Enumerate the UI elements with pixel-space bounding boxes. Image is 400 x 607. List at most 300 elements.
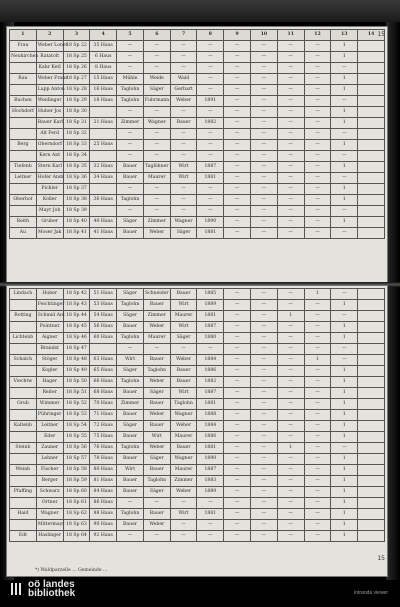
table-cell: 1 xyxy=(331,140,358,151)
table-cell xyxy=(10,129,37,140)
table-cell xyxy=(10,118,37,129)
table-cell: — xyxy=(277,173,304,184)
table-cell: Bauer xyxy=(170,377,197,388)
table-cell: — xyxy=(224,333,251,344)
table-cell: 18 Sp 59 xyxy=(63,476,90,487)
table-cell: — xyxy=(117,531,144,542)
table-row xyxy=(10,184,385,195)
table-cell: 18 Sp 51 xyxy=(63,388,90,399)
table-cell: — xyxy=(277,344,304,355)
table-cell: Fuhrmann xyxy=(143,96,170,107)
table-cell: — xyxy=(251,476,278,487)
viewer-credit[interactable]: intranda viewer xyxy=(354,590,388,596)
ledger-header-cell: 3 xyxy=(63,30,90,41)
table-cell: — xyxy=(251,509,278,520)
table-cell: Bauer xyxy=(117,432,144,443)
table-row xyxy=(10,151,385,162)
table-cell: Weber xyxy=(143,228,170,239)
table-cell: — xyxy=(304,140,331,151)
table-cell: — xyxy=(251,289,278,300)
table-cell xyxy=(358,410,385,421)
table-cell: Bauer xyxy=(117,454,144,465)
table-cell: 18 Sp 37 xyxy=(63,184,90,195)
table-cell: Wirt xyxy=(143,432,170,443)
library-brand[interactable] xyxy=(10,580,75,598)
table-cell: 1887 xyxy=(197,322,224,333)
table-cell xyxy=(10,300,37,311)
table-cell: — xyxy=(170,151,197,162)
table-cell: Lehner xyxy=(36,454,63,465)
table-cell: — xyxy=(224,322,251,333)
table-cell: 1881 xyxy=(197,443,224,454)
table-cell: — xyxy=(251,151,278,162)
table-cell: — xyxy=(251,487,278,498)
table-cell xyxy=(358,85,385,96)
table-cell: 65 Haus xyxy=(90,366,117,377)
table-cell: — xyxy=(197,151,224,162)
table-cell: — xyxy=(251,399,278,410)
table-cell: Wirt xyxy=(170,300,197,311)
table-cell: — xyxy=(224,509,251,520)
ledger-page-bottom xyxy=(6,285,388,577)
table-cell xyxy=(358,140,385,151)
table-cell: — xyxy=(143,129,170,140)
library-name xyxy=(28,580,75,598)
table-cell: Weber xyxy=(143,322,170,333)
table-cell: — xyxy=(304,432,331,443)
table-cell xyxy=(358,476,385,487)
table-cell: 1886 xyxy=(197,366,224,377)
table-cell: Gruber xyxy=(36,217,63,228)
table-cell: — xyxy=(277,184,304,195)
ledger-header-cell: 5 xyxy=(117,30,144,41)
table-cell: Zimmer xyxy=(117,399,144,410)
table-cell: — xyxy=(224,129,251,140)
table-cell: 1 xyxy=(331,476,358,487)
table-cell: Taglohn xyxy=(117,333,144,344)
table-cell: 1886 xyxy=(197,432,224,443)
table-row xyxy=(10,118,385,129)
table-cell: — xyxy=(251,162,278,173)
table-cell: 1 xyxy=(331,107,358,118)
table-cell: — xyxy=(224,151,251,162)
table-cell: Frau xyxy=(10,41,37,52)
table-cell: — xyxy=(251,333,278,344)
table-cell: 56 Haus xyxy=(90,322,117,333)
table-cell xyxy=(10,388,37,399)
table-cell: — xyxy=(277,454,304,465)
table-cell: — xyxy=(304,399,331,410)
table-cell: — xyxy=(304,85,331,96)
table-cell: — xyxy=(304,465,331,476)
table-cell: — xyxy=(304,151,331,162)
table-cell: 1882 xyxy=(197,118,224,129)
table-cell: — xyxy=(277,107,304,118)
table-cell: — xyxy=(277,300,304,311)
table-cell: 1881 xyxy=(197,399,224,410)
table-cell: — xyxy=(277,432,304,443)
table-cell: — xyxy=(277,129,304,140)
table-cell: 54 Haus xyxy=(90,311,117,322)
table-cell: 51 Haus xyxy=(90,289,117,300)
table-cell: Wagner xyxy=(36,509,63,520)
table-row xyxy=(10,140,385,151)
table-cell: — xyxy=(304,184,331,195)
ledger-header-cell: 13 xyxy=(331,30,358,41)
table-cell: — xyxy=(304,333,331,344)
table-cell: 84 Haus xyxy=(90,487,117,498)
table-cell: — xyxy=(251,311,278,322)
table-cell: Alt Ferd xyxy=(36,129,63,140)
table-cell: — xyxy=(277,118,304,129)
table-row xyxy=(10,520,385,531)
ledger-header-cell: 6 xyxy=(143,30,170,41)
table-cell: Kern Ant xyxy=(36,151,63,162)
table-cell: — xyxy=(251,498,278,509)
table-cell: Weber Franz xyxy=(36,74,63,85)
table-cell xyxy=(358,228,385,239)
table-row xyxy=(10,410,385,421)
table-cell: — xyxy=(277,52,304,63)
table-cell: Neukirchen xyxy=(10,52,37,63)
table-cell: 18 Sp 47 xyxy=(63,344,90,355)
table-cell xyxy=(358,300,385,311)
table-cell: — xyxy=(304,322,331,333)
table-cell: Berger xyxy=(36,476,63,487)
table-cell xyxy=(10,322,37,333)
table-cell: Pfaffing xyxy=(10,487,37,498)
table-cell xyxy=(358,498,385,509)
book-edge-top xyxy=(0,0,400,22)
table-cell: — xyxy=(277,487,304,498)
ledger-table-bottom xyxy=(9,288,385,542)
table-cell xyxy=(10,206,37,217)
table-cell: 18 Sp 46 xyxy=(63,333,90,344)
table-cell: — xyxy=(224,443,251,454)
table-cell: — xyxy=(304,63,331,74)
table-cell xyxy=(358,151,385,162)
table-cell: 92 Haus xyxy=(90,531,117,542)
table-cell: — xyxy=(197,195,224,206)
table-cell: Taglohn xyxy=(117,509,144,520)
table-cell: — xyxy=(304,410,331,421)
table-cell: Pichler xyxy=(36,184,63,195)
table-row xyxy=(10,96,385,107)
table-cell: — xyxy=(251,52,278,63)
table-cell: — xyxy=(224,140,251,151)
table-cell: — xyxy=(224,184,251,195)
table-cell: Taglohn xyxy=(117,195,144,206)
table-cell: 90 Haus xyxy=(90,520,117,531)
table-row xyxy=(10,454,385,465)
table-cell: — xyxy=(143,52,170,63)
table-cell: — xyxy=(277,399,304,410)
table-cell: — xyxy=(277,531,304,542)
table-cell: 1 xyxy=(304,355,331,366)
table-cell: — xyxy=(251,465,278,476)
table-cell: — xyxy=(224,107,251,118)
table-cell: Oberndorf xyxy=(36,140,63,151)
table-cell: 1889 xyxy=(197,487,224,498)
table-cell xyxy=(10,151,37,162)
table-row xyxy=(10,195,385,206)
table-cell: — xyxy=(117,52,144,63)
table-cell: — xyxy=(143,107,170,118)
table-cell: — xyxy=(117,140,144,151)
table-cell: — xyxy=(331,173,358,184)
table-cell: 1 xyxy=(331,217,358,228)
table-cell: Zimmer xyxy=(143,311,170,322)
table-cell: Reith xyxy=(10,217,37,228)
table-cell: 1 xyxy=(331,322,358,333)
ledger-page-top xyxy=(6,26,388,286)
table-cell: Weide xyxy=(143,74,170,85)
table-cell: — xyxy=(117,151,144,162)
table-cell: Schmid Ant xyxy=(36,311,63,322)
table-cell: 18 Sp 44 xyxy=(63,311,90,322)
footnote: *) Waldparzelle ... Gemeinde ... xyxy=(35,568,108,573)
table-cell: Taglohn xyxy=(143,366,170,377)
table-cell: Bauer xyxy=(143,300,170,311)
table-cell xyxy=(358,366,385,377)
table-cell xyxy=(358,399,385,410)
table-cell: 60 Haus xyxy=(90,333,117,344)
table-cell: Lapp Anton xyxy=(36,85,63,96)
table-cell: — xyxy=(277,74,304,85)
table-cell: — xyxy=(251,63,278,74)
table-cell: — xyxy=(277,520,304,531)
table-cell: 68 Haus xyxy=(90,388,117,399)
table-cell: — xyxy=(224,465,251,476)
table-row xyxy=(10,41,385,52)
table-cell: 1 xyxy=(331,41,358,52)
table-cell xyxy=(358,322,385,333)
table-cell: 1 xyxy=(331,509,358,520)
table-cell: — xyxy=(170,498,197,509)
table-cell: — xyxy=(143,498,170,509)
table-cell: Taglohn xyxy=(117,85,144,96)
table-row xyxy=(10,366,385,377)
table-cell: Mühle xyxy=(117,74,144,85)
table-cell: 1 xyxy=(331,520,358,531)
table-cell: — xyxy=(277,63,304,74)
table-cell: — xyxy=(277,41,304,52)
table-cell: — xyxy=(224,432,251,443)
table-cell: Wimmer xyxy=(36,399,63,410)
table-cell: Leitner xyxy=(10,173,37,184)
table-cell: — xyxy=(224,487,251,498)
table-cell: Säger xyxy=(117,289,144,300)
table-cell xyxy=(358,96,385,107)
table-cell: — xyxy=(143,195,170,206)
table-cell: — xyxy=(277,366,304,377)
table-cell: 1884 xyxy=(197,355,224,366)
table-cell: — xyxy=(251,432,278,443)
table-row xyxy=(10,344,385,355)
table-cell: — xyxy=(304,377,331,388)
table-cell: — xyxy=(251,184,278,195)
table-cell: — xyxy=(304,454,331,465)
table-cell: — xyxy=(251,173,278,184)
table-cell: 1887 xyxy=(197,388,224,399)
table-cell: — xyxy=(304,41,331,52)
table-cell: 18 Sp 42 xyxy=(63,289,90,300)
table-cell: — xyxy=(224,498,251,509)
table-cell: 1 xyxy=(331,118,358,129)
table-cell: 18 Sp 31 xyxy=(63,118,90,129)
table-cell: 34 Haus xyxy=(90,173,117,184)
table-cell: — xyxy=(304,531,331,542)
table-cell: 1 xyxy=(331,300,358,311)
table-cell: — xyxy=(304,129,331,140)
table-row xyxy=(10,162,385,173)
table-cell: Maurer xyxy=(170,311,197,322)
table-cell: 18 Sp 22 xyxy=(63,41,90,52)
table-row xyxy=(10,465,385,476)
table-cell: — xyxy=(197,63,224,74)
table-cell: — xyxy=(197,498,224,509)
table-row xyxy=(10,228,385,239)
table-cell: — xyxy=(251,217,278,228)
table-cell: — xyxy=(304,74,331,85)
table-cell: Stöger xyxy=(36,355,63,366)
ledger-header-row xyxy=(10,30,385,41)
table-cell xyxy=(358,217,385,228)
table-cell: Moser Jak xyxy=(36,228,63,239)
table-cell: — xyxy=(197,531,224,542)
page-number-top: 15 xyxy=(377,31,385,38)
table-cell: 36 Haus xyxy=(90,195,117,206)
table-cell: 18 Sp 53 xyxy=(63,410,90,421)
table-cell: Schalch xyxy=(10,355,37,366)
table-cell: — xyxy=(251,421,278,432)
table-cell: — xyxy=(304,443,331,454)
table-cell: Maurer xyxy=(170,465,197,476)
table-cell: Hochdorf xyxy=(10,107,37,118)
table-cell: Schwarz xyxy=(36,487,63,498)
ledger-header-cell: 1 xyxy=(10,30,37,41)
table-cell: Wagner xyxy=(170,454,197,465)
table-cell: Bauer xyxy=(170,443,197,454)
table-cell: — xyxy=(143,140,170,151)
table-cell: Wirt xyxy=(117,355,144,366)
table-cell: Hager xyxy=(36,377,63,388)
table-cell: — xyxy=(251,206,278,217)
table-cell: Bauer xyxy=(117,487,144,498)
table-cell: Wirt xyxy=(117,465,144,476)
table-cell: — xyxy=(117,498,144,509)
table-cell: Bauer xyxy=(143,355,170,366)
table-cell: 18 Sp 63 xyxy=(63,520,90,531)
table-cell: 18 Sp 40 xyxy=(63,217,90,228)
table-cell: Grub xyxy=(10,399,37,410)
table-cell xyxy=(10,366,37,377)
table-cell: — xyxy=(143,206,170,217)
table-cell: 63 Haus xyxy=(90,355,117,366)
table-cell: Bauer xyxy=(170,366,197,377)
table-cell xyxy=(358,487,385,498)
table-cell: Weber xyxy=(170,355,197,366)
table-cell: — xyxy=(224,300,251,311)
page-number-bottom: 15 xyxy=(377,555,385,562)
table-cell: 18 Sp 39 xyxy=(63,206,90,217)
table-cell: — xyxy=(304,311,331,322)
table-cell: 1 xyxy=(277,443,304,454)
table-cell: Wald xyxy=(170,74,197,85)
table-cell: — xyxy=(304,487,331,498)
table-cell: Haslinger xyxy=(36,531,63,542)
table-row xyxy=(10,355,385,366)
table-cell: Bauer xyxy=(117,388,144,399)
table-cell: 1 xyxy=(331,162,358,173)
table-cell xyxy=(358,509,385,520)
table-row xyxy=(10,421,385,432)
table-cell: Bauer xyxy=(117,410,144,421)
table-cell: Säger xyxy=(143,85,170,96)
table-cell: — xyxy=(251,454,278,465)
table-cell: — xyxy=(170,520,197,531)
table-cell: Gerhart xyxy=(170,85,197,96)
table-cell: 1 xyxy=(331,421,358,432)
table-cell: 1888 xyxy=(197,410,224,421)
table-cell: 18 Sp 25 xyxy=(63,52,90,63)
table-cell: Kahr Ketl xyxy=(36,63,63,74)
table-cell: — xyxy=(224,531,251,542)
table-cell: 1 xyxy=(331,432,358,443)
table-row xyxy=(10,322,385,333)
table-cell xyxy=(358,377,385,388)
table-cell: 1 xyxy=(331,399,358,410)
table-cell: — xyxy=(304,206,331,217)
table-cell: — xyxy=(277,322,304,333)
table-cell: — xyxy=(117,129,144,140)
table-cell: 72 Haus xyxy=(90,421,117,432)
table-cell: — xyxy=(170,531,197,542)
table-cell: 71 Haus xyxy=(90,410,117,421)
ledger-body-bottom xyxy=(10,289,385,542)
table-cell: — xyxy=(197,206,224,217)
table-cell: Taglohn xyxy=(143,476,170,487)
table-cell: — xyxy=(251,74,278,85)
table-cell: — xyxy=(117,184,144,195)
table-cell: — xyxy=(197,52,224,63)
table-cell: — xyxy=(224,85,251,96)
table-row xyxy=(10,487,385,498)
table-cell: Taglohn xyxy=(117,96,144,107)
table-cell: Wirt xyxy=(170,509,197,520)
table-cell xyxy=(358,531,385,542)
table-row xyxy=(10,107,385,118)
table-row xyxy=(10,52,385,63)
table-cell: 18 Sp 55 xyxy=(63,432,90,443)
table-cell: 41 Haus xyxy=(90,228,117,239)
table-cell: 32 Haus xyxy=(90,162,117,173)
table-cell: — xyxy=(304,421,331,432)
table-row xyxy=(10,377,385,388)
table-cell: — xyxy=(331,96,358,107)
table-cell: — xyxy=(304,366,331,377)
table-cell: 1 xyxy=(331,388,358,399)
table-row xyxy=(10,206,385,217)
table-cell: 1884 xyxy=(197,421,224,432)
table-cell: 1 xyxy=(331,410,358,421)
table-cell: 1880 xyxy=(197,333,224,344)
table-cell: Huber Jos xyxy=(36,107,63,118)
table-cell xyxy=(10,520,37,531)
ledger-header-cell: 11 xyxy=(277,30,304,41)
table-cell: — xyxy=(251,85,278,96)
table-cell: Mittermayr xyxy=(36,520,63,531)
